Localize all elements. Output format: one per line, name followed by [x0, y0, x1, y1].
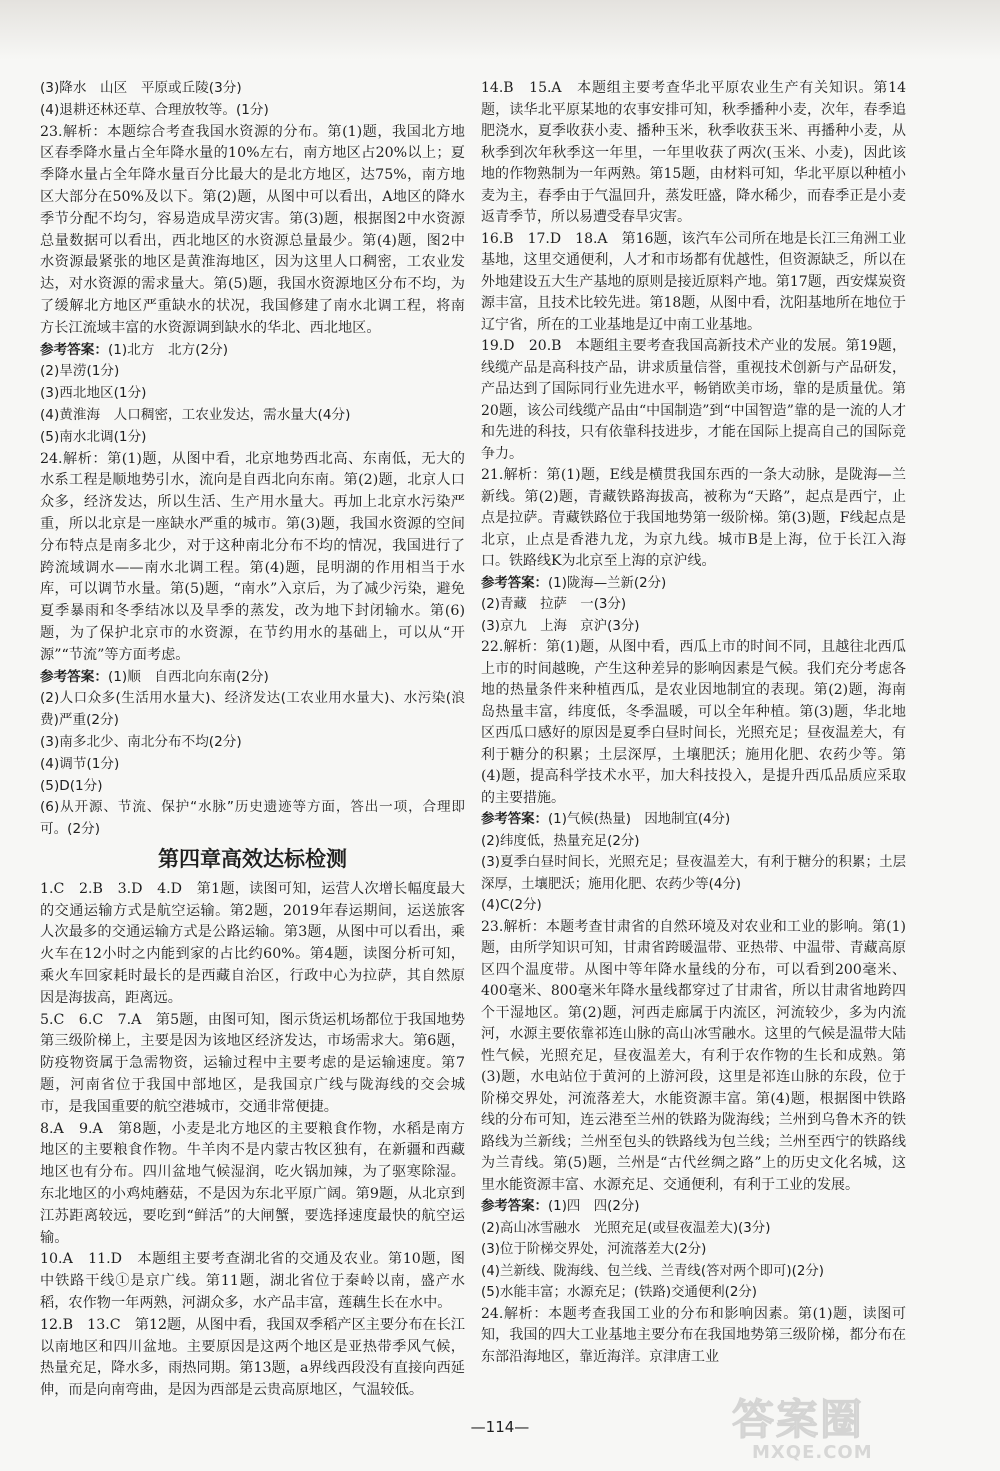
question-24-analysis: 24.解析：第(1)题，从图中看，北京地势西北高、东南低，无大的水系工程是顺地势引水，流向是自西北向东南。第(2)题，北京人口众多，经济发达，所以生活、生产用水量大。再加上北京水污染严重，所以北京是一座缺水严重的城市。第(3)题，我国水资源的空间分布特点是南多北少，对于这种南北分布不均的情况，我国进行了跨流域调水——南水北调工程。第(4)题，昆明湖的作用相当于水库，可以调节水量。第(5)题，“南水”入京后，为了减少污染，避免夏季暴雨和冬季结冰以及旱季的蒸发，改为地下封闭输水。第(6)题，为了保护北京市的水资源，在节约用水的基础上，可以从“开源”“节流”等方面考虑。 — [40, 450, 465, 663]
question-item: 19.D 20.B 本题组主要考查我国高新技术产业的发展。第19题，线缆产品是高科技产品，讲求质量信誉，重视技术创新与产品研发，产品达到了国际同行业先进水平，畅销欧美市场，靠的是质量优。第20题，该公司线缆产品由“中国制造”到“中国智造”靠的是一流的人才和先进的科技，只有依靠科技进步，才能在国际上提高自己的国际竞争力。 — [481, 338, 906, 462]
question-24-analysis: 24.解析：本题考查我国工业的分布和影响因素。第(1)题，读图可知，我国的四大工业基地主要分布在我国地势第三级阶梯，都分布在东部沿海地区，靠近海洋。京津唐工业 — [481, 1305, 906, 1365]
question-item: 5.C 6.C 7.A 第5题，由图可知，图示货运机场都位于我国地势第三级阶梯上，主要是因为该地区经济发达，市场需求大。第6题，防疫物资属于急需物资，运输过程中主要考虑的是运输速度。第7题，河南省位于我国中部地区，是我国京广线与陇海线的交会城市，是我国重要的航空港城市，交通非常便捷。 — [40, 1011, 465, 1115]
answer-line: (6)从开源、节流、保护“水脉”历史遗迹等方面，答出一项，合理即可。(2分) — [40, 799, 465, 838]
watermark-logo — [732, 1395, 982, 1464]
answer-line: (1)北方 北方(2分) — [107, 341, 229, 358]
answer-line: (4)调节(1分) — [40, 755, 120, 772]
answer-line: (3)位于阶梯交界处，河流落差大(2分) — [481, 1242, 707, 1257]
scan-shadow — [0, 0, 1000, 60]
answer-line: (4)黄淮海 人口稠密，工农业发达，需水量大(4分) — [40, 406, 351, 423]
answer-line: (3)夏季白昼时间长，光照充足；昼夜温差大，有利于糖分的积累；土层深厚，土壤肥沃；施用化肥、农药少等(4分) — [481, 855, 906, 892]
answer-line: (1)气候(热量) 因地制宜(4分) — [547, 812, 731, 827]
answer-line: (4)兰新线、陇海线、包兰线、兰青线(答对两个即可)(2分) — [481, 1263, 824, 1279]
answer-line: (4)退耕还林还草、合理放牧等。(1分) — [40, 101, 269, 118]
answer-line: (2)纬度低，热量充足(2分) — [481, 833, 640, 849]
question-item: 12.B 13.C 第12题，从图中看，我国双季稻产区主要分布在长江以南地区和四川盆地。主要原因是这两个地区是亚热带季风气候，热量充足，降水多，雨热同期。第13题，a界线西段没有直接向西延伸，而是向南弯曲，是因为西部是云贵高原地区，气温较低。 — [40, 1316, 465, 1399]
question-item: 1.C 2.B 3.D 4.D 第1题，读图可知，运营人次增长幅度最大的交通运输方式是航空运输。第2题，2019年春运期间，运送旅客人次最多的交通运输方式是公路运输。第3题，从图中可以看出，乘火车在12小时之内能到家的占比约60%。第4题，读图分析可知，乘火车回家耗时最长的是西藏自治区，行政中心为拉萨，其自然原因是海拔高，距离远。 — [40, 880, 465, 1006]
chapter-heading: 第四章高效达标检测 — [158, 846, 347, 871]
question-22-analysis: 22.解析：第(1)题，从图中看，西瓜上市的时间不同，且越往北西瓜上市的时间越晚，产生这种差异的影响因素是气候。我们充分考虑各地的热量条件来种植西瓜，是农业因地制宜的表现。第(2)题，海南岛热量丰富，纬度低，冬季温暖，可以全年种植。第(3)题，华北地区西瓜口感好的原因是夏季白昼时间长，光照充足；昼夜温差大，有利于糖分的积累；土层深厚，土壤肥沃；施用化肥、农药少等。第(4)题，提高科学技术水平，加大科技投入，是提升西瓜品质应采取的主要措施。 — [481, 639, 906, 806]
answer-line: (2)旱涝(1分) — [40, 363, 120, 380]
answer-line: (3)西北地区(1分) — [40, 385, 147, 402]
question-item: 10.A 11.D 本题组主要考查湖北省的交通及农业。第10题，图中铁路干线①是京广线。第11题，湖北省位于秦岭以南，盛产水稻，农作物一年两熟，河湖众多，水产品丰富，莲藕生长在水中。 — [40, 1251, 465, 1312]
left-column — [40, 78, 465, 1402]
answer-line: (2)高山冰雪融水 光照充足(或昼夜温差大)(3分) — [481, 1220, 771, 1236]
answer-line: (3)降水 山区 平原或丘陵(3分) — [40, 80, 242, 96]
question-item: 16.B 17.D 18.A 第16题，该汽车公司所在地是长江三角洲工业基地，这里交通便利，人才和市场都有优越性，但资源缺乏，所以在外地建设五大生产基地的原则是接近原料产地。第17题，西安煤炭资源丰富，且技术比较先进。第18题，从图中看，沈阳基地所在地位于辽宁省，所在的工业基地是辽中南工业基地。 — [481, 230, 906, 333]
answer-line: (3)京九 上海 京沪(3分) — [481, 618, 640, 634]
question-item: 14.B 15.A 本题组主要考查华北平原农业生产有关知识。第14题，读华北平原某地的农事安排可知，秋季播种小麦，次年，春季追肥浇水，夏季收获小麦、播种玉米，秋季收获玉米、再播种小麦，从秋季到次年秋季这一年里，一年里收获了两次(玉米、小麦)，因此该地的作物熟制为一年两熟。第15题，由材料可知，华北平原以种植小麦为主，春季由于气温回升，蒸发旺盛，降水稀少，而春季正是小麦返青季节，所以易遭受春旱灾害。 — [481, 80, 906, 225]
answer-line: (1)顺 自西北向东南(2分) — [107, 668, 269, 685]
watermark-site: MXQE.COM — [752, 1442, 873, 1463]
answer-line: (2)人口众多(生活用水量大)、经济发达(工农业用水量大)、水污染(浪费)严重(2分) — [40, 690, 465, 729]
right-column — [481, 78, 906, 1368]
answer-line: (5)水能丰富；水源充足；(铁路)交通便利(2分) — [481, 1285, 758, 1300]
answer-line: (5)D(1分) — [40, 777, 103, 794]
answer-line: (2)青藏 拉萨 一(3分) — [481, 597, 627, 612]
answer-label: 参考答案： — [40, 341, 108, 358]
answer-label: 参考答案： — [481, 1199, 548, 1214]
answer-line: (3)南多北少、南北分布不均(2分) — [40, 733, 242, 750]
answer-label: 参考答案： — [481, 812, 548, 827]
answer-label: 参考答案： — [481, 575, 548, 591]
question-item: 8.A 9.A 第8题，小麦是北方地区的主要粮食作物，水稻是南方地区的主要粮食作物。牛羊肉不是内蒙古牧区独有，在新疆和西藏地区也有分布。四川盆地气候湿润，吃火锅加辣，为了驱寒除湿。东北地区的小鸡炖蘑菇，不是因为东北平原广阔。第9题，从北京到江苏距离较远，要吃到“鲜活”的大闸蟹，要选择速度最快的航空运输。 — [40, 1120, 465, 1246]
question-23-analysis: 23.解析：本题综合考查我国水资源的分布。第(1)题，我国北方地区春季降水量占全年降水量的10%左右，南方地区占20%以上；夏季降水量占全年降水量百分比最大的是北方地区，达75%，南方地区大部分在50%及以下。第(2)题，从图中可以看出，A地区的降水季节分配不均匀，容易造成旱涝灾害。第(3)题，根据图2中水资源总量数据可以看出，西北地区的水资源总量最少。第(4)题，图2中水资源最紧张的地区是黄淮海地区，因为这里人口稠密，工农业发达，对水资源的需求量大。第(5)题，我国水资源地区分布不均，为了缓解北方地区严重缺水的状况，我国修建了南水北调工程，将南方长江流域丰富的水资源调到缺水的华北、西北地区。 — [40, 123, 465, 336]
watermark-text: 答案圈 — [732, 1395, 865, 1444]
question-21-analysis: 21.解析：第(1)题，E线是横贯我国东西的一条大动脉，是陇海—兰新线。第(2)题，青藏铁路海拔高，被称为“天路”，起点是西宁，止点是拉萨。青藏铁路位于我国地势第一级阶梯。第(3)题，F线起点是北京，止点是香港九龙，为京九线。城市B是上海，位于长江入海口。铁路线K为北京至上海的京沪线。 — [481, 467, 906, 569]
answer-line: (1)陇海—兰新(2分) — [547, 575, 667, 591]
page-number: —114— — [470, 1418, 530, 1436]
answer-line: (4)C(2分) — [481, 898, 542, 913]
answer-label: 参考答案： — [40, 668, 108, 685]
question-23-analysis: 23.解析：本题考查甘肃省的自然环境及对农业和工业的影响。第(1)题，由所学知识可知，甘肃省跨暖温带、亚热带、中温带、青藏高原区四个温度带。从图中等年降水量线的分布，可以看到200毫米、400毫米、800毫米年降水量线都穿过了甘肃省，所以甘肃省地跨四个干湿地区。第(2)题，河西走廊属于内流区，河流较少，多为内流河，水源主要依靠祁连山脉的高山冰雪融水。这里的气候是温带大陆性气候，光照充足，昼夜温差大，有利于农作物的生长和成熟。第(3)题，水电站位于黄河的上游河段，这里是祁连山脉的东段，位于阶梯交界处，河流落差大，水能资源丰富。第(4)题，根据图中铁路线的分布可知，连云港至兰州的铁路为陇海线；兰州到乌鲁木齐的铁路线为兰新线；兰州至包头的铁路线为包兰线；兰州至西宁的铁路线为兰青线。第(5)题，兰州是“古代丝绸之路”上的历史文化名城，这里水能资源丰富、水源充足、交通便利，有利于工业的发展。 — [481, 918, 906, 1193]
answer-line: (5)南水北调(1分) — [40, 428, 147, 445]
answer-line: (1)四 四(2分) — [547, 1199, 640, 1214]
